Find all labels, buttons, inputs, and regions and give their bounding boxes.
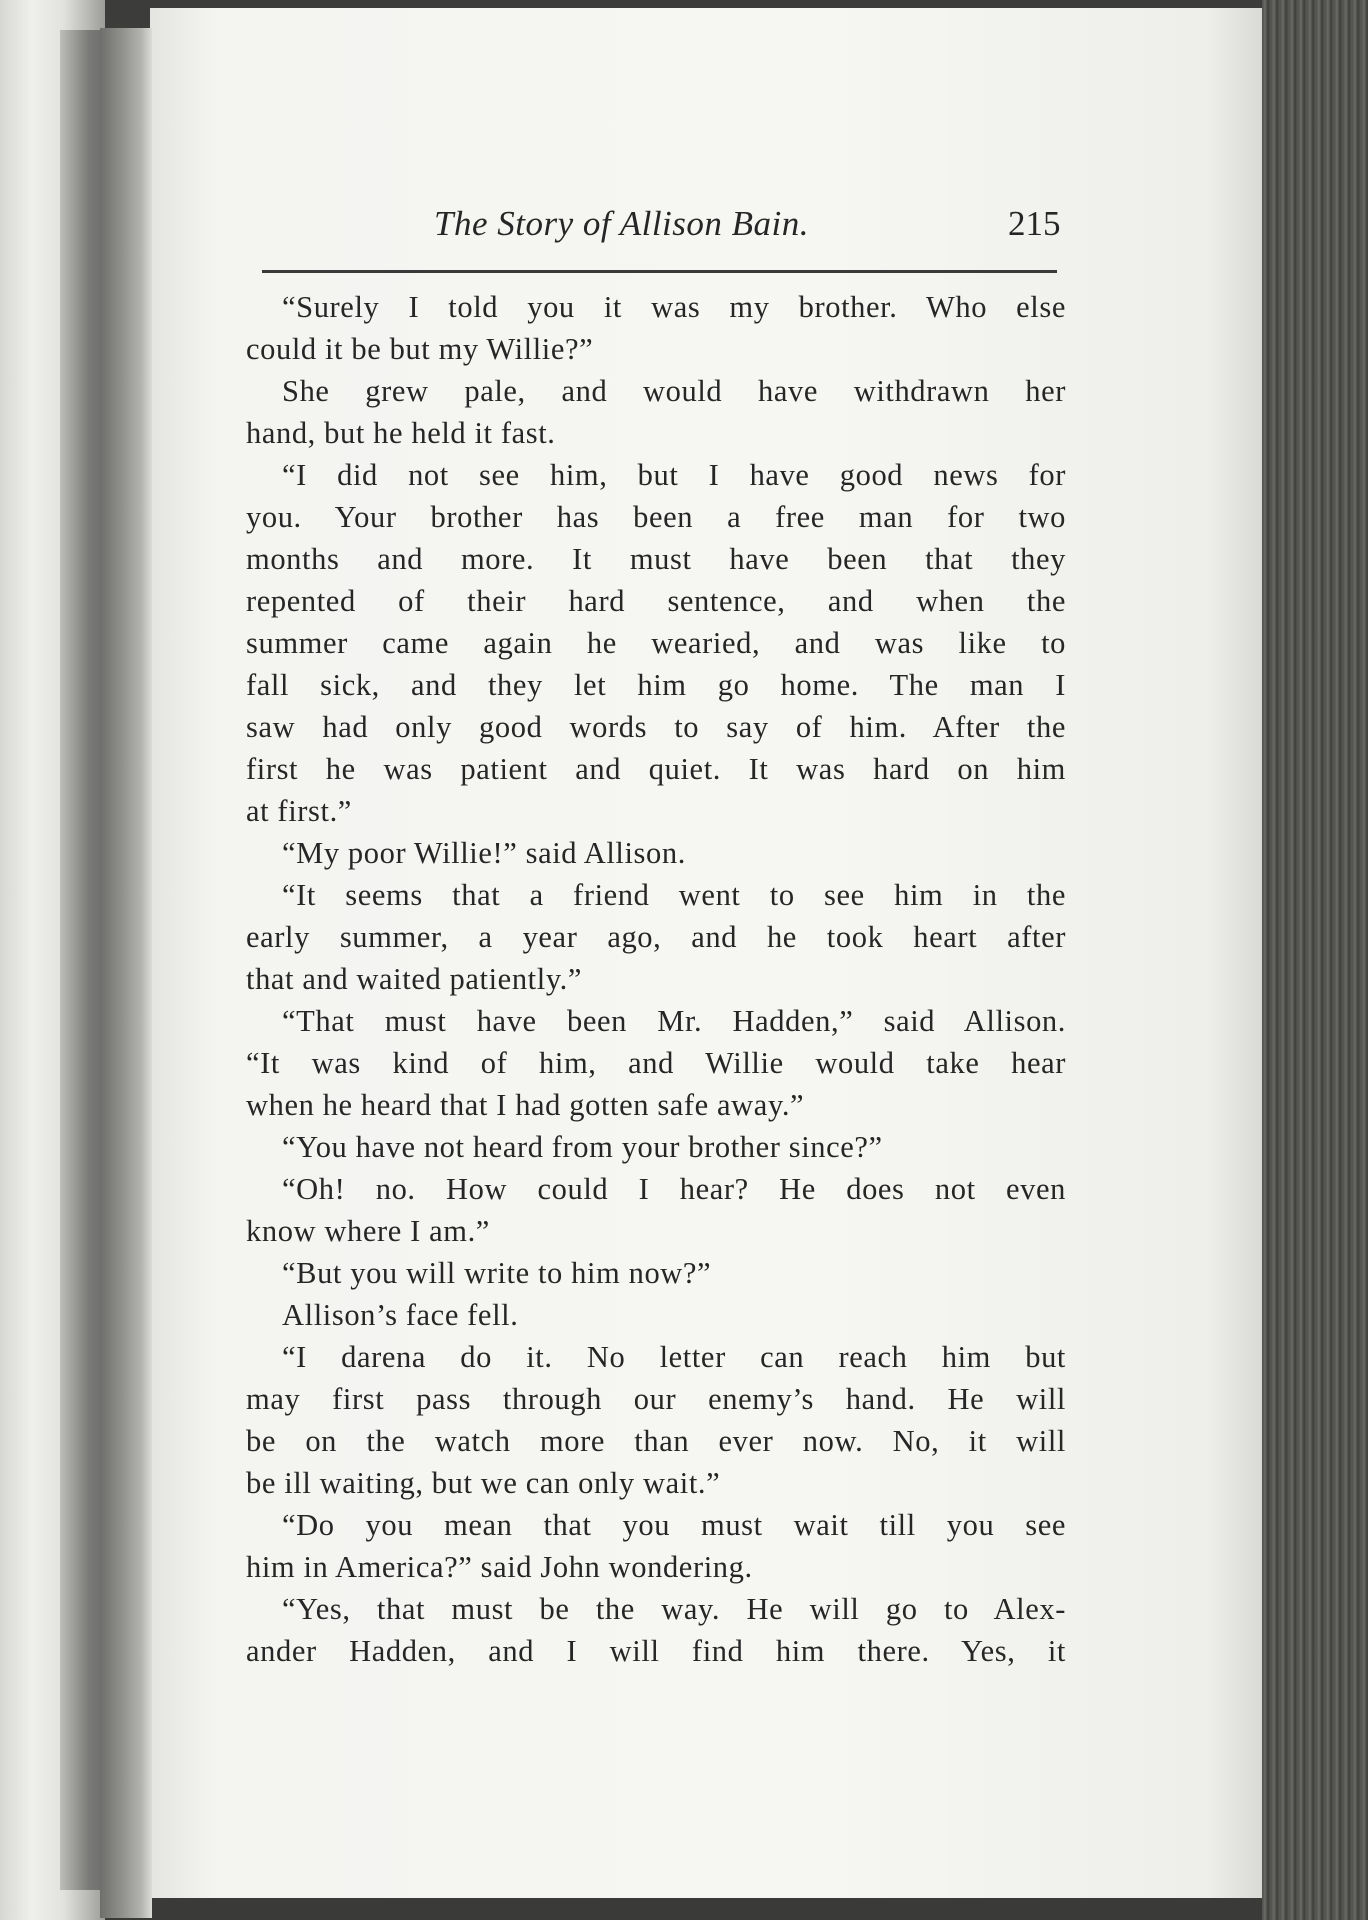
text-line: may first pass through our enemy’s hand. He will (246, 1382, 1066, 1416)
page-stack-edge (1262, 0, 1368, 1920)
text-line: She grew pale, and would have withdrawn her (282, 374, 1066, 408)
text-line: months and more. It must have been that they (246, 542, 1066, 576)
book-page (150, 8, 1262, 1898)
text-line: hand, but he held it fast. (246, 416, 556, 450)
header-rule (262, 270, 1057, 273)
running-head (150, 204, 1262, 256)
text-line: could it be but my Willie?” (246, 332, 594, 366)
text-line: “Surely I told you it was my brother. Who else (282, 290, 1066, 324)
text-line: him in America?” said John wondering. (246, 1550, 753, 1584)
text-line: Allison’s face fell. (282, 1298, 519, 1332)
text-line: be on the watch more than ever now. No, it will (246, 1424, 1066, 1458)
text-line: “It seems that a friend went to see him in the (282, 878, 1066, 912)
text-line: early summer, a year ago, and he took heart after (246, 920, 1066, 954)
text-line: “Yes, that must be the way. He will go to Alex- (282, 1592, 1066, 1626)
text-line: “But you will write to him now?” (282, 1256, 712, 1290)
text-line: “I darena do it. No letter can reach him but (282, 1340, 1066, 1374)
page-number: 215 (1008, 204, 1061, 243)
text-line: “Oh! no. How could I hear? He does not even (282, 1172, 1066, 1206)
text-line: fall sick, and they let him go home. The man I (246, 668, 1066, 702)
text-line: “My poor Willie!” said Allison. (282, 836, 686, 870)
text-line: summer came again he wearied, and was like to (246, 626, 1066, 660)
text-line: saw had only good words to say of him. After the (246, 710, 1066, 744)
text-line: that and waited patiently.” (246, 962, 583, 996)
running-head-title: The Story of Allison Bain. (434, 204, 809, 243)
text-line: “Do you mean that you must wait till you see (282, 1508, 1066, 1542)
text-line: when he heard that I had gotten safe away.” (246, 1088, 805, 1122)
text-line: “That must have been Mr. Hadden,” said Allison. (282, 1004, 1066, 1038)
gutter-shadow (100, 28, 152, 1918)
text-line: you. Your brother has been a free man for two (246, 500, 1066, 534)
text-line: know where I am.” (246, 1214, 490, 1248)
text-line: at first.” (246, 794, 352, 828)
text-line: first he was patient and quiet. It was hard on him (246, 752, 1066, 786)
text-line: repented of their hard sentence, and when the (246, 584, 1066, 618)
text-line: “You have not heard from your brother since?” (282, 1130, 883, 1164)
text-line: “I did not see him, but I have good news for (282, 458, 1066, 492)
text-line: “It was kind of him, and Willie would take hear (246, 1046, 1066, 1080)
text-line: ander Hadden, and I will find him there. Yes, it (246, 1634, 1066, 1668)
text-line: be ill waiting, but we can only wait.” (246, 1466, 721, 1500)
body-text (246, 286, 1066, 1672)
